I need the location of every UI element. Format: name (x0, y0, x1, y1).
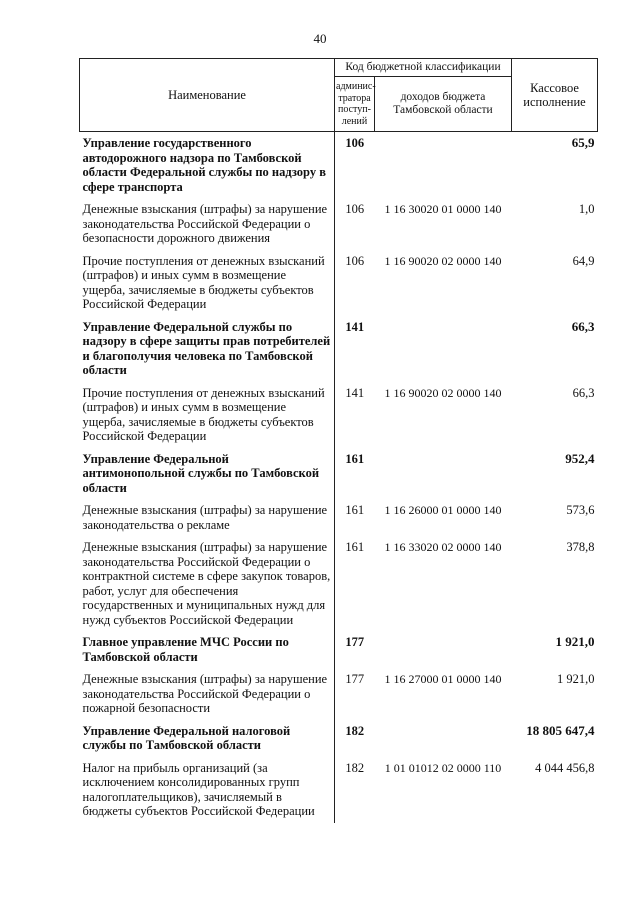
header-income: доходов бюджета Тамбовской области (375, 77, 512, 132)
cell-admin: 141 (345, 319, 365, 334)
cell-income: 1 16 30020 01 0000 140 (384, 202, 502, 216)
cell-name: Денежные взыскания (штрафы) за нарушение законодательства о рекламе (80, 499, 335, 536)
header-code-group: Код бюджетной классификации (335, 59, 512, 77)
table-header (80, 59, 598, 132)
table-row (80, 668, 598, 720)
cell-amount: 1,0 (578, 202, 595, 216)
cell-amount: 66,3 (572, 385, 595, 400)
table-row (80, 499, 598, 536)
cell-admin: 106 (345, 253, 365, 268)
group-row (80, 132, 598, 199)
budget-table (79, 58, 598, 823)
cell-name: Денежные взыскания (штрафы) за нарушение законодательства Российской Федерации о контрактной системе в сфере закупок товаров, работ, услуг для обеспечения государственных и муниципальных нужд для нужд субъектов Российской Федерации (80, 536, 335, 631)
cell-income: 1 01 01012 02 0000 110 (384, 760, 502, 775)
cell-amount: 1 921,0 (555, 634, 595, 649)
cell-admin: 106 (345, 136, 365, 150)
cell-amount: 18 805 647,4 (526, 722, 595, 738)
cell-name: Управление Федеральной налоговой службы по Тамбовской области (80, 720, 335, 757)
cell-amount: 378,8 (566, 540, 595, 554)
table-row (80, 757, 598, 823)
cell-income: 1 16 90020 02 0000 140 (384, 385, 502, 400)
group-row (80, 720, 598, 757)
cell-name: Управление Федеральной службы по надзору в сфере защиты прав потребителей и благополучия человека по Тамбовской области (80, 316, 335, 382)
cell-admin: 177 (345, 672, 365, 686)
cell-income: 1 16 27000 01 0000 140 (384, 672, 502, 686)
cell-income: 1 16 26000 01 0000 140 (384, 503, 502, 517)
table-row (80, 250, 598, 316)
cell-income (375, 132, 512, 199)
cell-name: Денежные взыскания (штрафы) за нарушение законодательства Российской Федерации о пожарной безопасности (80, 668, 335, 720)
cell-admin: 106 (345, 202, 365, 216)
cell-amount: 1 921,0 (557, 672, 595, 686)
cell-amount: 4 044 456,8 (535, 760, 595, 775)
header-admin: админис-тратора поступ-лений (335, 77, 375, 132)
cell-amount: 65,9 (571, 135, 595, 150)
table-row (80, 536, 598, 631)
header-amount: Кассовое исполнение (512, 59, 598, 132)
cell-amount: 573,6 (566, 503, 595, 517)
cell-name: Денежные взыскания (штрафы) за нарушение законодательства Российской Федерации о безопасности дорожного движения (80, 198, 335, 250)
header-name: Наименование (80, 59, 335, 132)
table-body (80, 132, 598, 823)
page-number: 40 (313, 31, 327, 46)
table-row (80, 198, 598, 250)
cell-name: Налог на прибыль организаций (за исключением консолидированных групп налогоплательщиков), зачисляемый в бюджеты субъектов Российской Федерации (80, 757, 335, 823)
cell-name: Управление государственного автодорожного надзора по Тамбовской области Федеральной службы по надзору в сфере транспорта (80, 132, 335, 199)
cell-admin: 161 (345, 451, 365, 466)
cell-amount: 64,9 (572, 253, 595, 268)
cell-admin: 141 (345, 385, 365, 400)
cell-admin: 182 (345, 723, 365, 738)
cell-admin: 161 (345, 503, 365, 517)
cell-admin: 161 (345, 540, 365, 554)
cell-income (375, 448, 512, 500)
group-row (80, 316, 598, 382)
group-row (80, 448, 598, 500)
table-row (80, 382, 598, 448)
cell-income (375, 631, 512, 668)
cell-amount: 66,3 (571, 318, 595, 334)
cell-income (375, 720, 512, 757)
cell-income (375, 316, 512, 382)
cell-income: 1 16 90020 02 0000 140 (384, 253, 502, 268)
cell-name: Главное управление МЧС России по Тамбовской области (80, 631, 335, 668)
cell-admin: 177 (345, 635, 365, 649)
cell-name: Управление Федеральной антимонопольной службы по Тамбовской области (80, 448, 335, 500)
cell-name: Прочие поступления от денежных взысканий (штрафов) и иных сумм в возмещение ущерба, зачисляемые в бюджеты субъектов Российской Федерации (80, 250, 335, 316)
cell-income: 1 16 33020 02 0000 140 (384, 540, 502, 554)
cell-admin: 182 (345, 760, 365, 775)
cell-amount: 952,4 (565, 450, 595, 466)
group-row (80, 631, 598, 668)
cell-name: Прочие поступления от денежных взысканий (штрафов) и иных сумм в возмещение ущерба, зачисляемые в бюджеты субъектов Российской Федерации (80, 382, 335, 448)
